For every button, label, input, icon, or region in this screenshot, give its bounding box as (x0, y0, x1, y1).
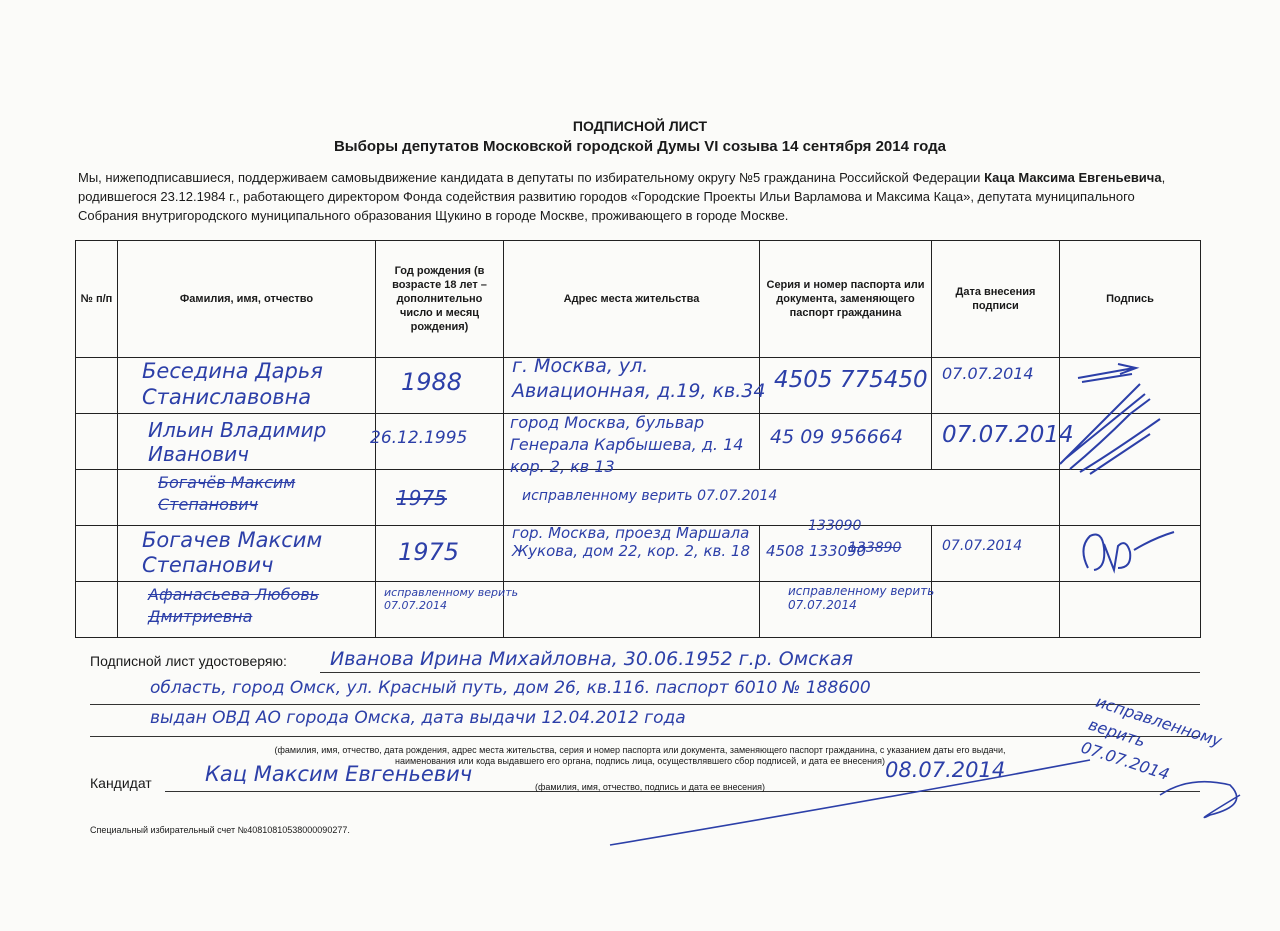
row4-passport: 4508 133090 (766, 542, 867, 560)
table-row (76, 414, 1201, 470)
document-title: ПОДПИСНОЙ ЛИСТ (572, 118, 708, 134)
cell-date (932, 358, 1060, 414)
header-date: Дата внесения подписи (932, 241, 1060, 358)
certify-handwritten-1: Иванова Ирина Михайловна, 30.06.1952 г.р. Омская (330, 648, 854, 670)
cell-passport (760, 518, 932, 582)
cell-name (118, 526, 376, 582)
cell-address (504, 582, 760, 638)
header-number: № п/п (76, 241, 118, 358)
candidate-handwritten-name: Кац Максим Евгеньевич (205, 762, 473, 786)
cell-name (118, 414, 376, 470)
margin-correction-note: исправленному верить 07.07.2014 (1078, 691, 1225, 784)
intro-text-2: , родившегося 23.12.1984 г., работающего директором Фонда содействия развитию городов «Городские Проекты Ильи Варламова и Максима Каца», депутата муниципального Собрания внутригородского муниципального образования Щукино в городе Москве, проживающего в городе Москве. (78, 170, 1166, 223)
row1-date: 07.07.2014 (942, 364, 1034, 383)
row2-name: Ильин Владимир Иванович (148, 418, 327, 466)
row3-name-struck: Богачёв Максим Степанович (158, 473, 296, 514)
cell-address (504, 526, 760, 582)
header-name: Фамилия, имя, отчество (118, 241, 376, 358)
row4-address: гор. Москва, проезд Маршала Жукова, дом 22, кор. 2, кв. 18 (512, 524, 750, 560)
cell-number (76, 470, 118, 526)
row3-correction-note: исправленному верить 07.07.2014 (522, 488, 778, 504)
cell-name (118, 358, 376, 414)
cell-date (932, 526, 1060, 582)
candidate-signature-scribble (590, 755, 1270, 865)
cell-passport (760, 358, 932, 414)
candidate-handwritten-date: 08.07.2014 (885, 758, 1006, 782)
row2-address: город Москва, бульвар Генерала Карбышева, д. 14 кор. 2, кв 13 (510, 413, 744, 476)
cell-number (76, 358, 118, 414)
row4-birth: 1975 (398, 538, 460, 566)
cell-signature (1060, 414, 1201, 470)
cell-date (932, 414, 1074, 470)
cell-passport (760, 582, 935, 638)
row2-signature-scribble (1050, 374, 1170, 484)
cell-signature (1060, 470, 1201, 526)
cell-birth (370, 414, 504, 470)
special-account: Специальный избирательный счет №40810810538000090277. (90, 825, 350, 835)
cell-birth (376, 526, 504, 582)
certify-label: Подписной лист удостоверяю: (90, 653, 287, 669)
cell-number (76, 414, 118, 470)
certify-note-line-2: наименования или кода выдавшего его органа, подпись лица, осуществлявшего сбор подписей, и дата ее внесения) (395, 756, 885, 766)
row4-passport-struck: 133890 (848, 540, 902, 556)
row4-name: Богачев Максим Степанович (142, 528, 323, 577)
row1-address: г. Москва, ул. Авиационная, д.19, кв.34 (512, 355, 766, 402)
row5-passport-correction: исправленному верить 07.07.2014 (788, 584, 935, 612)
candidate-label: Кандидат (90, 775, 152, 791)
cell-birth (376, 358, 504, 414)
row2-birth: 26.12.1995 (370, 428, 468, 448)
row4-passport-correction: 133090 (808, 518, 862, 534)
table-row (76, 358, 1201, 414)
cell-signature (1060, 582, 1201, 638)
candidate-name: Каца Максима Евгеньевича (984, 170, 1162, 185)
intro-paragraph (78, 168, 1188, 225)
row5-name-struck: Афанасьева Любовь Дмитриевна (148, 585, 320, 626)
row3-birth-struck: 1975 (396, 486, 447, 510)
cell-name (118, 582, 376, 638)
row2-date: 07.07.2014 (942, 422, 1074, 448)
document-subtitle: Выборы депутатов Московской городской Думы VI созыва 14 сентября 2014 года (333, 138, 947, 155)
header-passport: Серия и номер паспорта или документа, заменяющего паспорт гражданина (760, 241, 932, 358)
row1-name: Беседина Дарья Станиславовна (142, 359, 323, 409)
cell-birth (376, 582, 519, 638)
table-row (76, 470, 1201, 526)
header-address: Адрес места жительства (504, 241, 760, 358)
signature-table (75, 240, 1201, 638)
certify-line-3 (90, 736, 1200, 737)
cell-number (76, 582, 118, 638)
row4-date: 07.07.2014 (942, 538, 1023, 554)
row1-passport: 4505 775450 (774, 367, 928, 393)
certify-line-1 (320, 672, 1200, 673)
table-row (76, 582, 1201, 638)
row1-birth: 1988 (401, 368, 463, 396)
cell-correction (504, 470, 1060, 526)
table-header-row (76, 241, 1201, 358)
certify-handwritten-2: область, город Омск, ул. Красный путь, дом 26, кв.116. паспорт 6010 № 188600 (150, 678, 871, 698)
row4-signature-scribble (1074, 528, 1184, 578)
row5-correction-note: исправленному верить 07.07.2014 (384, 586, 519, 612)
certify-line-2 (90, 704, 1200, 705)
table-row (76, 526, 1201, 582)
cell-address (504, 355, 766, 414)
header-birth: Год рождения (в возрасте 18 лет – дополнительно число и месяц рождения) (376, 241, 504, 358)
cell-address (504, 413, 760, 476)
row2-passport: 45 09 956664 (770, 426, 903, 448)
cell-signature (1060, 526, 1201, 582)
certify-handwritten-3: выдан ОВД АО города Омска, дата выдачи 12.04.2012 года (150, 708, 686, 728)
candidate-note: (фамилия, имя, отчество, подпись и дата ее внесения) (534, 782, 766, 792)
cell-number (76, 526, 118, 582)
header-signature: Подпись (1060, 241, 1201, 358)
certify-note-line-1: (фамилия, имя, отчество, дата рождения, адрес места жительства, серия и номер паспорта или документа, заменяющего паспорт гражданина, с указанием даты его выдачи, (274, 745, 1006, 755)
intro-text-1: Мы, нижеподписавшиеся, поддерживаем самовыдвижение кандидата в депутаты по избирательному округу №5 гражданина Российской Федерации (78, 170, 985, 185)
cell-passport (760, 414, 932, 470)
cell-birth (376, 470, 504, 526)
cell-name (118, 470, 376, 526)
cell-date (932, 582, 1060, 638)
